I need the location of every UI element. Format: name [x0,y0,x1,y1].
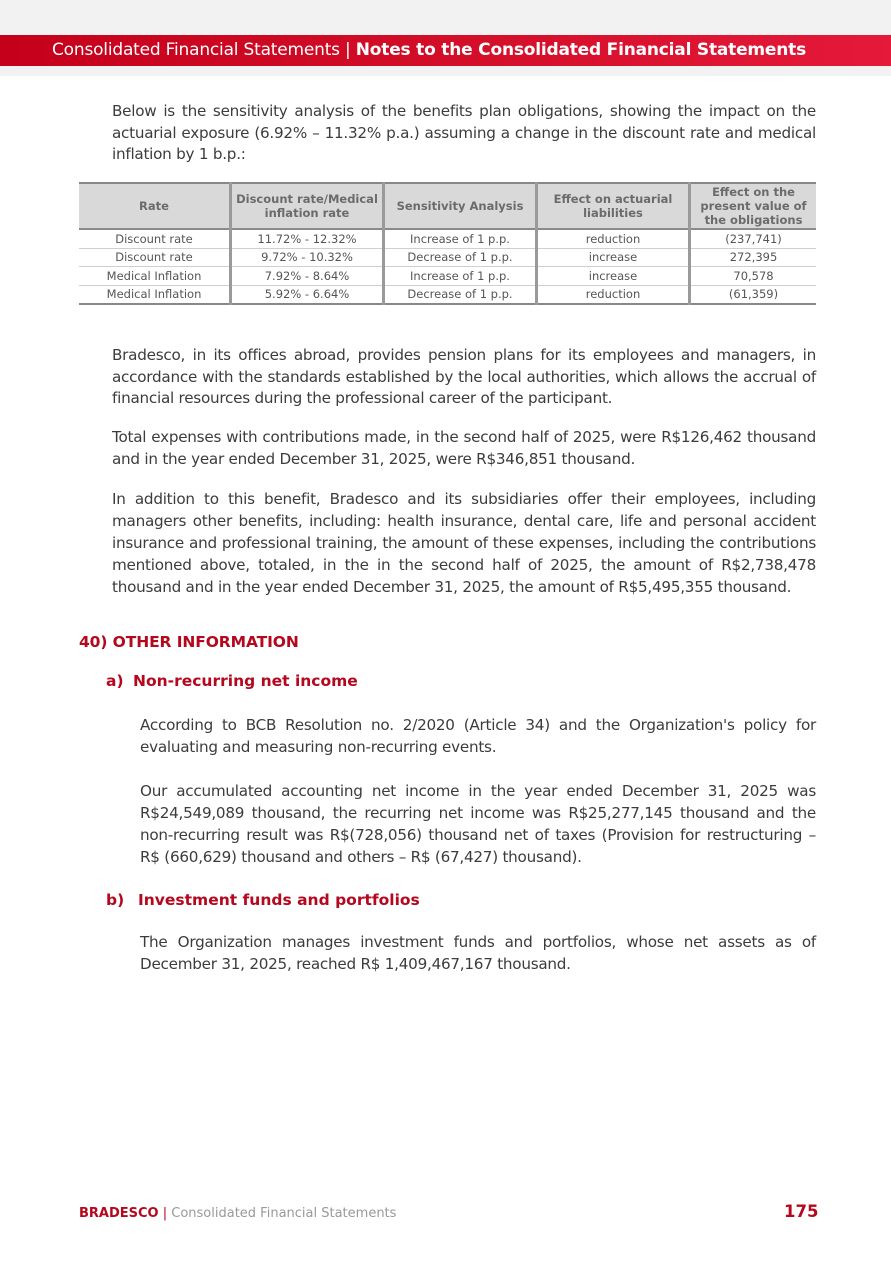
cell-effect-present-value: (237,741) [690,229,817,248]
cell-sensitivity: Increase of 1 p.p. [384,267,537,286]
cell-effect-actuarial: increase [537,267,690,286]
cell-effect-actuarial: reduction [537,229,690,248]
subsection-letter: a) [106,672,124,690]
net-income-paragraph: Our accumulated accounting net income in the year ended December 31, 2025 was R$24,549,089 thousand, the recurring net income was R$25,277,145 thousand and the non-recurring result was R$(728,056) thousand net of taxes (Provision for restructuring – R$ (660,629) thousand and others – R$ (67,427) thousand). [140,782,816,866]
footer-text: Consolidated Financial Statements [171,1206,397,1221]
column-header-rate: Rate [79,183,231,229]
subsection-title-investment-funds [106,891,420,909]
subsection-title-text: Non-recurring net income [133,672,358,690]
footer-brand: BRADESCO [79,1206,159,1221]
section-title-other-information: 40) OTHER INFORMATION [79,633,299,651]
subsection-title-text: Investment funds and portfolios [138,891,420,909]
sensitivity-table [79,182,816,305]
header-section: Consolidated Financial Statements [52,40,340,60]
cell-rate-range: 5.92% - 6.64% [231,285,384,304]
table-row [79,229,816,248]
contribution-expenses-paragraph: Total expenses with contributions made, in the second half of 2025, were R$126,462 thousand and in the year ended December 31, 2025, were R$346,851 thousand. [112,428,816,468]
cell-effect-actuarial: increase [537,248,690,267]
cell-sensitivity: Decrease of 1 p.p. [384,285,537,304]
column-header-effect-present-value: Effect on the present value of the obligations [690,183,817,229]
subsection-title-non-recurring [106,672,358,690]
cell-sensitivity: Decrease of 1 p.p. [384,248,537,267]
cell-rate: Discount rate [79,248,231,267]
footer-separator: | [158,1206,172,1221]
cell-effect-present-value: 70,578 [690,267,817,286]
column-header-sensitivity-analysis: Sensitivity Analysis [384,183,537,229]
cell-rate: Discount rate [79,229,231,248]
top-margin [0,0,891,35]
pension-abroad-paragraph: Bradesco, in its offices abroad, provides pension plans for its employees and managers, in accordance with the standards established by the local authorities, which allows the accrual of financial resources during the professional career of the participant. [112,346,816,407]
cell-effect-actuarial: reduction [537,285,690,304]
cell-rate-range: 11.72% - 12.32% [231,229,384,248]
page-footer [79,1206,396,1221]
cell-rate-range: 9.72% - 10.32% [231,248,384,267]
cell-rate: Medical Inflation [79,267,231,286]
column-header-discount-rate: Discount rate/Medical inflation rate [231,183,384,229]
cell-rate-range: 7.92% - 8.64% [231,267,384,286]
bcb-resolution-paragraph: According to BCB Resolution no. 2/2020 (Article 34) and the Organization's policy for evaluating and measuring non-recurring events. [140,716,816,756]
table-row [79,248,816,267]
other-benefits-paragraph: In addition to this benefit, Bradesco and its subsidiaries offer their employees, including managers other benefits, including: health insurance, dental care, life and personal accident insurance and professional training, the amount of these expenses, including the contributions mentioned above, totaled, in the in the second half of 2025, the amount of R$2,738,478 thousand and in the year ended December 31, 2025, the amount of R$5,495,355 thousand. [112,490,816,596]
page-header-bar [0,35,891,66]
header-underband [0,66,891,76]
header-separator: | [339,40,356,60]
cell-effect-present-value: (61,359) [690,285,817,304]
table-header-row [79,183,816,229]
investment-funds-paragraph: The Organization manages investment funds and portfolios, whose net assets as of December 31, 2025, reached R$ 1,409,467,167 thousand. [140,933,816,973]
cell-effect-present-value: 272,395 [690,248,817,267]
table-row [79,285,816,304]
cell-sensitivity: Increase of 1 p.p. [384,229,537,248]
header-title: Notes to the Consolidated Financial Statements [355,40,807,60]
column-header-effect-actuarial: Effect on actuarial liabilities [537,183,690,229]
table-row [79,267,816,286]
intro-paragraph: Below is the sensitivity analysis of the benefits plan obligations, showing the impact on the actuarial exposure (6.92% – 11.32% p.a.) assuming a change in the discount rate and medical inflation by 1 b.p.: [112,102,816,163]
page-number: 175 [784,1202,819,1221]
subsection-letter: b) [106,891,125,909]
cell-rate: Medical Inflation [106,287,202,302]
